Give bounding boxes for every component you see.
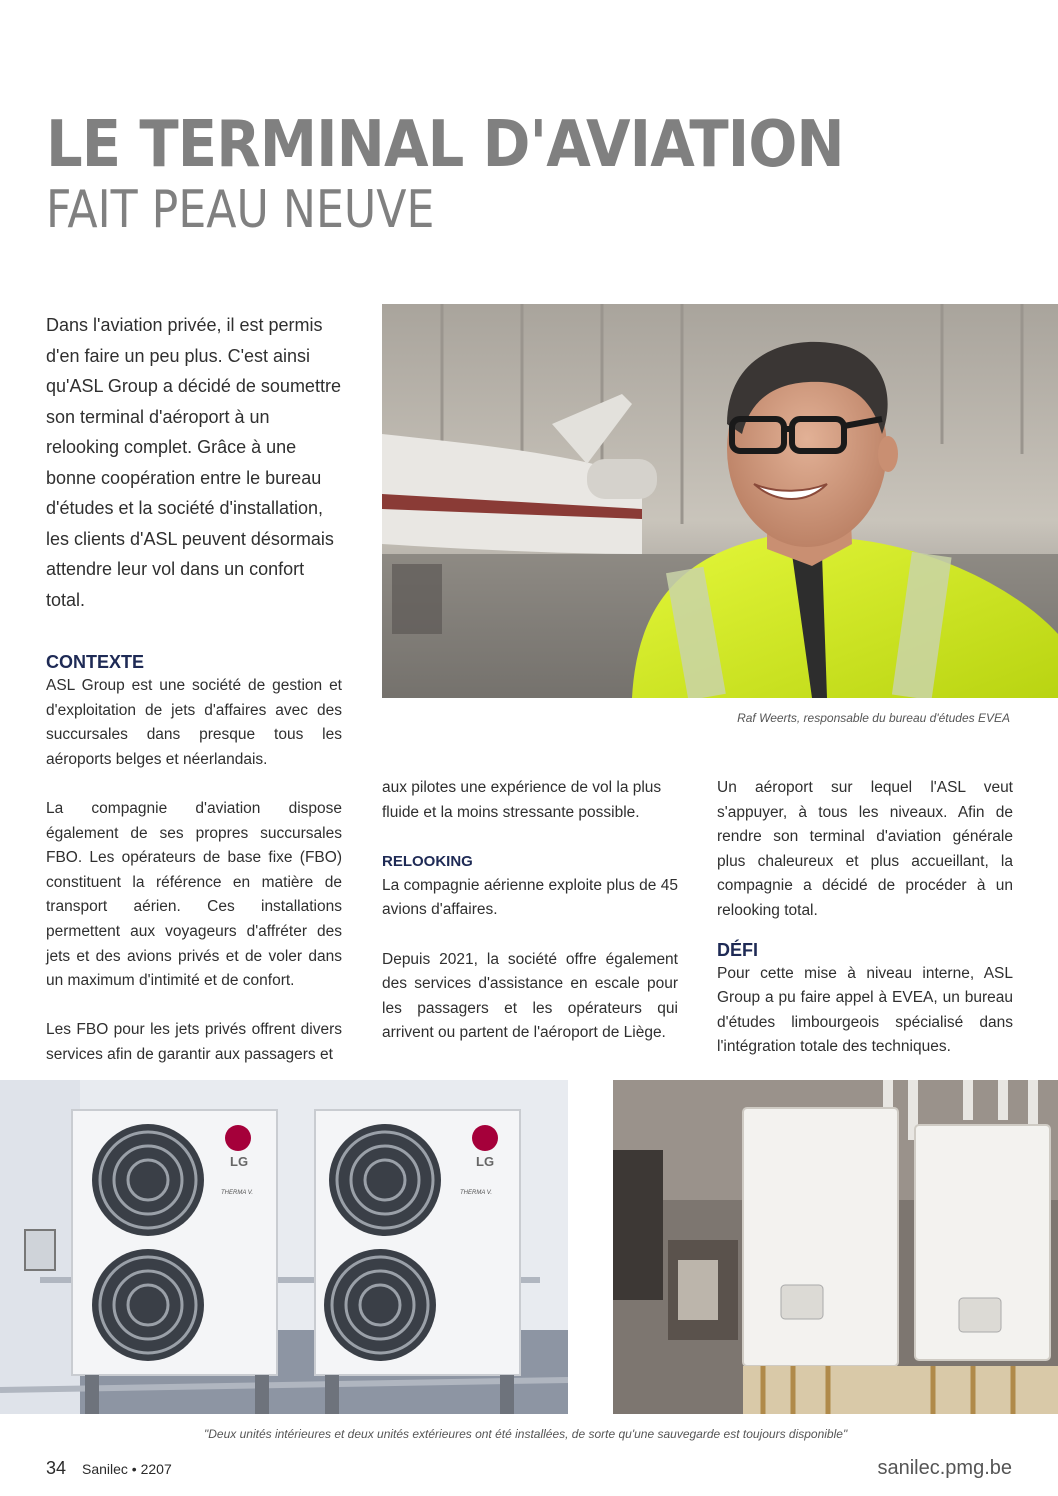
column-3 xyxy=(717,776,1013,1085)
title-line-1: LE TERMINAL D'AVIATION xyxy=(46,108,844,182)
lg-logo-left: LG xyxy=(230,1154,249,1169)
paragraph-contexte-3: Les FBO pour les jets privés offrent divers services afin de garantir aux passagers et xyxy=(46,1021,342,1063)
outdoor-units-photo xyxy=(0,1080,568,1414)
paragraph-relooking-intro: aux pilotes une expérience de vol la plus fluide et la moins stressante possible. xyxy=(382,779,662,821)
portrait-photo xyxy=(382,304,1058,698)
heading-contexte: CONTEXTE xyxy=(46,652,145,672)
paragraph-contexte-2: La compagnie d'aviation dispose également de ses propres succursales FBO. Les opérateurs de base fixe (FBO) constituent la référence en matière de transport aérien. Ces installations permettent aux voyageurs d'affréter des jets et des avions privés et de voler dans un maximum d'intimité et de confort. xyxy=(46,799,342,990)
page-number: 34 xyxy=(46,1458,67,1478)
paragraph-contexte-1: ASL Group est une société de gestion et d'exploitation de jets d'affaires avec des succursales dans presque tous les aéroports belges et néerlandais. xyxy=(46,677,342,768)
publication-issue: Sanilec • 2207 xyxy=(82,1461,172,1477)
paragraph-relooking-1: La compagnie aérienne exploite plus de 45 avions d'affaires. xyxy=(382,876,678,919)
heading-relooking: RELOOKING xyxy=(382,852,473,870)
column-2 xyxy=(382,776,678,1071)
column-1 xyxy=(46,650,342,1092)
indoor-units-photo xyxy=(613,1080,1058,1414)
model-label-left: THERMA V. xyxy=(221,1190,254,1196)
paragraph-relooking-2: Depuis 2021, la société offre également des services d'assistance en escale pour les passagers et les opérateurs qui arrivent ou partent de l'aéroport de Liège. xyxy=(382,950,678,1042)
lg-logo-right: LG xyxy=(476,1154,495,1169)
portrait-caption: Raf Weerts, responsable du bureau d'études EVEA xyxy=(737,711,1010,725)
paragraph-defi-intro: Un aéroport sur lequel l'ASL veut s'appuyer, à tous les niveaux. Afin de rendre son terminal d'aviation générale plus chaleureux et plus accueillant, la compagnie a décidé de procéder à un relooking total. xyxy=(717,779,1013,919)
model-label-right: THERMA V. xyxy=(460,1190,493,1196)
website-url[interactable]: sanilec.pmg.be xyxy=(877,1457,1012,1479)
paragraph-defi-1: Pour cette mise à niveau interne, ASL Group a pu faire appel à EVEA, un bureau d'études limbourgeois spécialisé dans l'intégration totale des techniques. xyxy=(717,964,1013,1056)
intro-paragraph: Dans l'aviation privée, il est permis d'en faire un peu plus. C'est ainsi qu'ASL Group a décidé de soumettre son terminal d'aéroport à un relooking complet. Grâce à une bonne coopération entre le bureau d'études et la société d'installation, les clients d'ASL peuvent désormais attendre leur vol dans un confort total. xyxy=(46,315,341,610)
heading-defi: DÉFI xyxy=(717,939,759,960)
title-line-2: FAIT PEAU NEUVE xyxy=(46,180,435,240)
bottom-photos-caption: "Deux unités intérieures et deux unités extérieures ont été installées, de sorte qu'une sauvegarde est toujours disponible" xyxy=(204,1427,848,1441)
